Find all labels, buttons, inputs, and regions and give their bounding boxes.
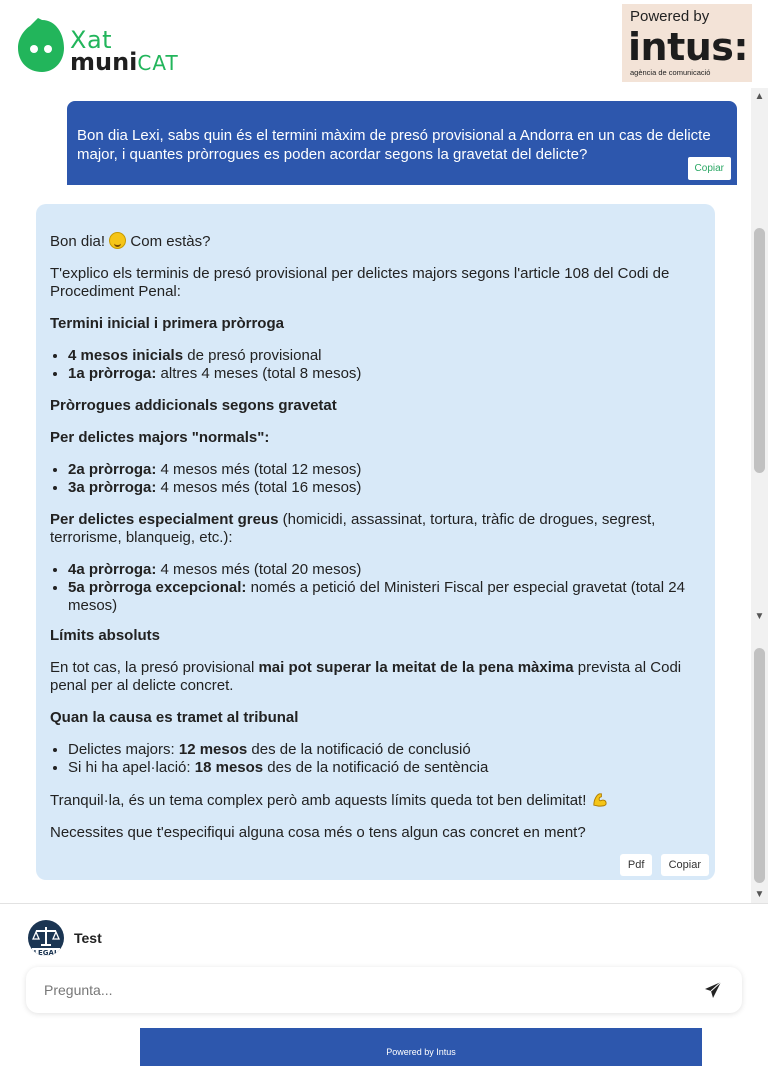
logo-line1: Xat — [70, 26, 113, 54]
section5-list — [50, 741, 701, 777]
list-item-text: només a petició del Ministeri Fiscal per especial gravetat (total 24 mesos) — [68, 579, 685, 614]
blank-panel — [672, 904, 738, 964]
send-icon[interactable] — [704, 981, 722, 999]
section3-text: (homicidi, assassinat, tortura, tràfic de drogues, segrest, terrorisme, blanqueig, etc.): — [50, 511, 656, 546]
list-item-text: altres 4 meses (total 8 mesos) — [156, 365, 362, 382]
section-title — [50, 315, 701, 333]
bot-greeting — [50, 232, 701, 251]
section-title — [50, 397, 701, 415]
list-item-bold: 5a pròrroga excepcional: — [68, 579, 247, 596]
scales-icon — [28, 920, 64, 956]
footer-text: Powered by Intus — [386, 1047, 456, 1057]
xatmunicat-logo[interactable] — [16, 16, 186, 78]
limits-pre: En tot cas, la presó provisional — [50, 659, 259, 676]
scroll-down-arrow-icon[interactable]: ▼ — [754, 611, 765, 622]
bot-message — [36, 204, 715, 880]
list-item — [68, 347, 701, 365]
list-item — [68, 461, 701, 479]
section-title — [50, 709, 701, 727]
copy-bot-message-button[interactable]: Copiar — [661, 854, 709, 876]
list-item-bold: 18 mesos — [194, 759, 264, 776]
list-item-text: 4 mesos més (total 12 mesos) — [156, 461, 362, 478]
powered-by-label: Powered by — [630, 8, 710, 25]
agent-indicator — [28, 920, 102, 956]
list-item — [68, 479, 701, 497]
section3-bold: Per delictes especialment greus — [50, 511, 279, 528]
list-item — [68, 759, 701, 777]
limits-post: prevista al Codi penal per al delicte concret. — [50, 659, 682, 694]
smiling-face-icon — [109, 232, 126, 249]
section2-title: Pròrrogues addicionals segons gravetat — [50, 397, 337, 414]
list-item-bold: 2a pròrroga: — [68, 461, 157, 478]
greeting-text: Bon dia! — [50, 233, 106, 250]
flexed-biceps-icon — [591, 791, 608, 808]
pdf-button[interactable]: Pdf — [620, 854, 653, 876]
list-item-bold: 4a pròrroga: — [68, 561, 157, 578]
copy-user-message-button[interactable]: Copiar — [688, 157, 731, 180]
chat-scroll-area[interactable] — [0, 88, 768, 903]
logo-text — [70, 28, 179, 74]
list-item-text: des de la notificació de conclusió — [247, 741, 471, 758]
closing-text: Tranquil·la, és un tema complex però amb aquests límits queda tot ben delimitat! — [50, 792, 587, 809]
list-item-bold: 12 mesos — [178, 741, 248, 758]
closing-question: Necessites que t'especifiqui alguna cosa més o tens algun cas concret en ment? — [50, 824, 586, 841]
limits-paragraph — [50, 659, 701, 695]
section2-list — [50, 461, 701, 497]
list-item-text: Si hi ha apel·lació: — [68, 759, 195, 776]
section5-title: Quan la causa es tramet al tribunal — [50, 709, 299, 726]
app-header — [0, 0, 768, 88]
list-item — [68, 579, 701, 615]
scrollbar-thumb-secondary[interactable] — [754, 648, 765, 883]
logo-line2 — [70, 50, 179, 74]
agent-name: Test — [74, 930, 102, 946]
section1-list — [50, 347, 701, 383]
list-item-text: 4 mesos més (total 20 mesos) — [156, 561, 362, 578]
greeting-tail: Com estàs? — [130, 233, 211, 250]
svg-text:LEGAL: LEGAL — [33, 949, 59, 956]
composer-area — [0, 903, 768, 1068]
list-item-text: Delictes majors: — [68, 741, 179, 758]
question-input-container[interactable] — [26, 967, 742, 1013]
closing-paragraph — [50, 791, 701, 810]
scrollbar-thumb[interactable] — [754, 228, 765, 473]
list-item-bold: 3a pròrroga: — [68, 479, 157, 496]
intus-tagline: agència de comunicació — [630, 68, 711, 77]
list-item-text: 4 mesos més (total 16 mesos) — [156, 479, 362, 496]
bot-intro: T'explico els terminis de presó provisional per delictes majors segons l'article 108 del Codi de Procediment Penal: — [50, 265, 670, 300]
section3-intro — [50, 511, 701, 547]
section3-list — [50, 561, 701, 615]
section-title — [50, 627, 701, 645]
bot-message-actions — [616, 854, 709, 876]
question-input[interactable] — [44, 980, 664, 1000]
scroll-down-arrow-icon[interactable]: ▼ — [754, 889, 765, 900]
user-message-text: Bon dia Lexi, sabs quin és el termini màxim de presó provisional a Andorra en un cas de delicte major, i quantes pròrrogues es poden acordar segons la gravetat del delicte? — [77, 127, 711, 163]
logo-bubble-icon — [16, 16, 66, 76]
logo-line2a: muni — [70, 48, 138, 76]
user-message — [67, 101, 737, 185]
scroll-up-arrow-icon[interactable]: ▲ — [754, 91, 765, 102]
chat-scrollbar[interactable] — [751, 88, 768, 903]
list-item — [68, 741, 701, 759]
list-item — [68, 561, 701, 579]
footer-banner[interactable] — [140, 1028, 702, 1066]
list-item-text: des de la notificació de sentència — [263, 759, 489, 776]
list-item — [68, 365, 701, 383]
intus-brand: intus: — [628, 25, 749, 69]
section4-title: Límits absoluts — [50, 627, 161, 644]
list-item-text: de presó provisional — [183, 347, 322, 364]
section1-title: Termini inicial i primera pròrroga — [50, 315, 284, 332]
list-item-bold: 4 mesos inicials — [68, 347, 184, 364]
legal-avatar — [28, 920, 64, 956]
powered-by-intus-banner[interactable] — [622, 4, 752, 82]
section2-subtitle: Per delictes majors "normals": — [50, 429, 270, 446]
limits-bold: mai pot superar la meitat de la pena màxima — [258, 659, 574, 676]
logo-line2b: CAT — [137, 51, 179, 75]
section-subtitle — [50, 429, 701, 447]
list-item-bold: 1a pròrroga: — [68, 365, 157, 382]
